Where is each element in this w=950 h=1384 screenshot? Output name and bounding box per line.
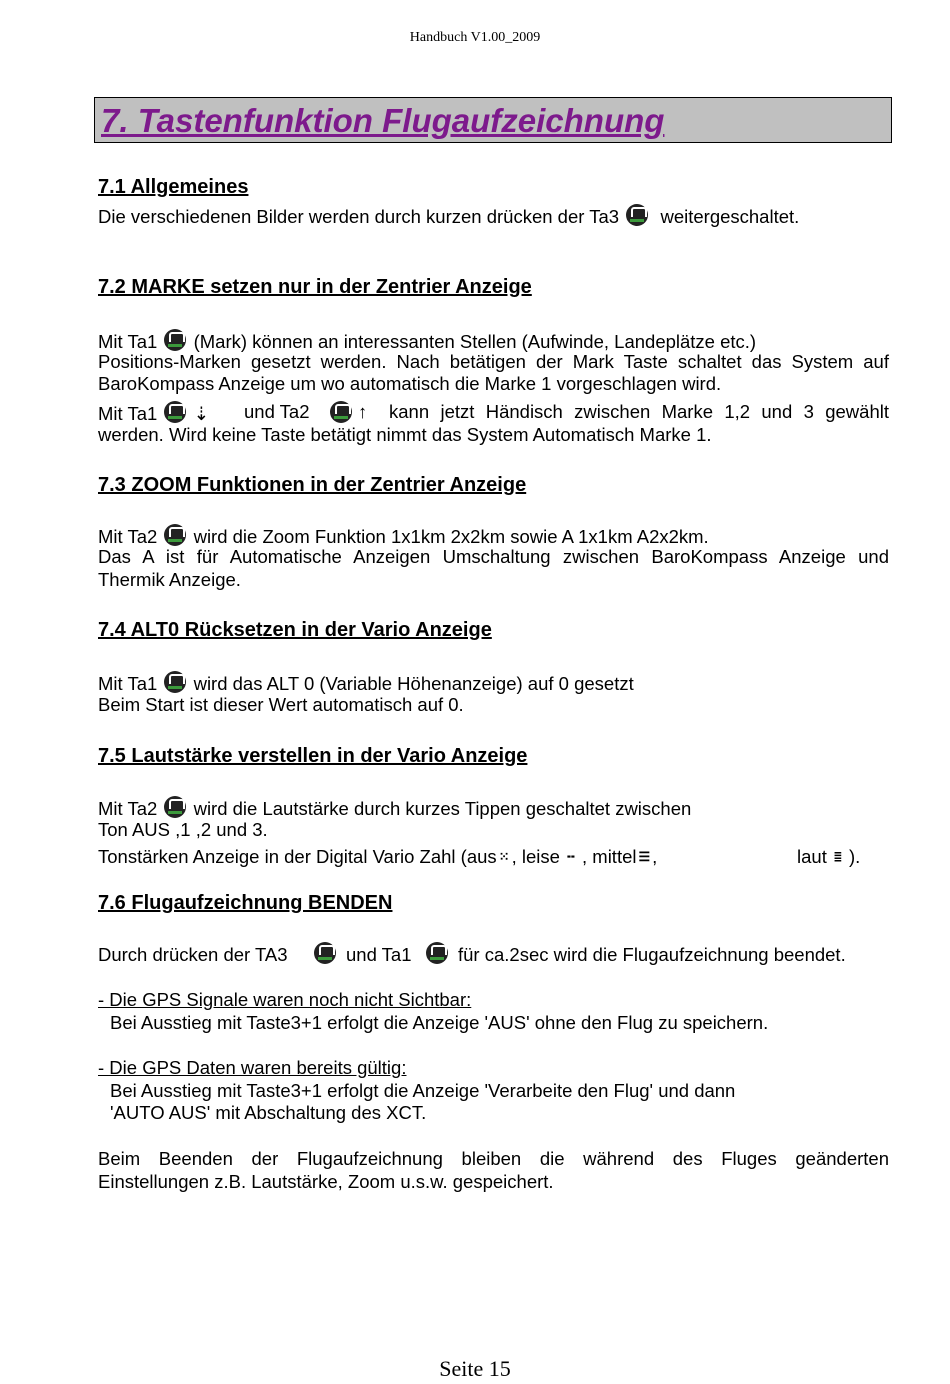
arrow-up-icon: ↑ [358,401,368,422]
heading-7-5: 7.5 Lautstärke verstellen in der Vario Anzeige [98,745,528,767]
ta2-key-icon [330,401,352,423]
paragraph-7-2-line-4: Mit Ta1 ⇣ und Ta2 ↑ kann jetzt Händisch zwischen Marke 1,2 und 3 gewählt [98,401,889,424]
ta1-key-icon [164,671,186,693]
paragraph-7-3-line-1: Mit Ta2 wird die Zoom Funktion 1x1km 2x2km sowie A 1x1km A2x2km. [98,526,709,547]
paragraph-7-3-line-2: Das A ist für Automatische Anzeigen Umschaltung zwischen BaroKompass Anzeige und [98,546,889,567]
page-header: Handbuch V1.00_2009 [409,30,541,45]
case-1-text: Bei Ausstieg mit Taste3+1 erfolgt die Anzeige 'AUS' ohne den Flug zu speichern. [110,1012,769,1033]
ta1-key-icon [164,329,186,351]
heading-7-4: 7.4 ALT0 Rücksetzen in der Vario Anzeige [98,619,492,641]
paragraph-7-2-line-2: Positions-Marken gesetzt werden. Nach betätigen der Mark Taste schaltet das System auf [98,351,889,372]
case-2-line-2: 'AUTO AUS' mit Abschaltung des XCT. [110,1102,427,1123]
heading-7-3: 7.3 ZOOM Funktionen in der Zentrier Anzeige [98,474,527,496]
heading-7-1: 7.1 Allgemeines [98,176,249,198]
case-2-line-1: Bei Ausstieg mit Taste3+1 erfolgt die Anzeige 'Verarbeite den Flug' und dann [110,1080,736,1101]
paragraph-7-2-line-3: BaroKompass Anzeige um wo automatisch die Marke 1 vorgeschlagen wird. [98,373,722,394]
heading-7-2: 7.2 MARKE setzen nur in der Zentrier Anzeige [98,276,532,298]
paragraph-7-4-line-1: Mit Ta1 wird das ALT 0 (Variable Höhenanzeige) auf 0 gesetzt [98,673,634,694]
arrow-down-icon: ⇣ [193,403,210,424]
paragraph-7-2-line-1: Mit Ta1 (Mark) können an interessanten Stellen (Aufwinde, Landeplätze etc.) [98,331,757,352]
chapter-title: 7. Tastenfunktion Flugaufzeichnung [101,102,665,139]
paragraph-7-5-line-2: Ton AUS ,1 ,2 und 3. [98,819,268,840]
paragraph-7-5-line-3: Tonstärken Anzeige in der Digital Vario Zahl (aus ⁙ , leise ╍ , mittel ☰ , laut ≣ ). [98,846,861,867]
volume-off-icon: ⁙ [498,850,510,865]
paragraph-7-5-line-1: Mit Ta2 wird die Lautstärke durch kurzes Tippen geschaltet zwischen [98,798,692,819]
ta1-key-icon [164,401,186,423]
ta3-key-icon [626,204,648,226]
paragraph-7-1: Die verschiedenen Bilder werden durch kurzen drücken der Ta3 weitergeschaltet. [98,206,800,227]
closing-line-1: Beim Beenden der Flugaufzeichnung bleiben die während des Fluges geänderten [98,1148,889,1169]
volume-mid-icon: ☰ [638,850,651,865]
chapter-title-box [94,97,892,143]
case-1-title: - Die GPS Signale waren noch nicht Sichtbar: [98,989,472,1010]
ta1-key-icon [426,942,448,964]
paragraph-7-6-line-1: Durch drücken der TA3 und Ta1 für ca.2sec wird die Flugaufzeichnung beendet. [98,944,846,965]
volume-low-icon: ╍ [567,850,575,865]
closing-line-2: Einstellungen z.B. Lautstärke, Zoom u.s.w. gespeichert. [98,1171,554,1192]
ta3-key-icon [314,942,336,964]
ta2-key-icon [164,796,186,818]
heading-7-6: 7.6 Flugaufzeichnung BENDEN [98,892,393,914]
page-number: Seite 15 [439,1356,511,1381]
case-2-title: - Die GPS Daten waren bereits gültig: [98,1057,407,1078]
paragraph-7-2-line-5: werden. Wird keine Taste betätigt nimmt das System Automatisch Marke 1. [98,424,712,445]
paragraph-7-3-line-3: Thermik Anzeige. [98,569,241,590]
paragraph-7-4-line-2: Beim Start ist dieser Wert automatisch auf 0. [98,694,464,715]
ta2-key-icon [164,524,186,546]
volume-high-icon: ≣ [833,850,842,865]
